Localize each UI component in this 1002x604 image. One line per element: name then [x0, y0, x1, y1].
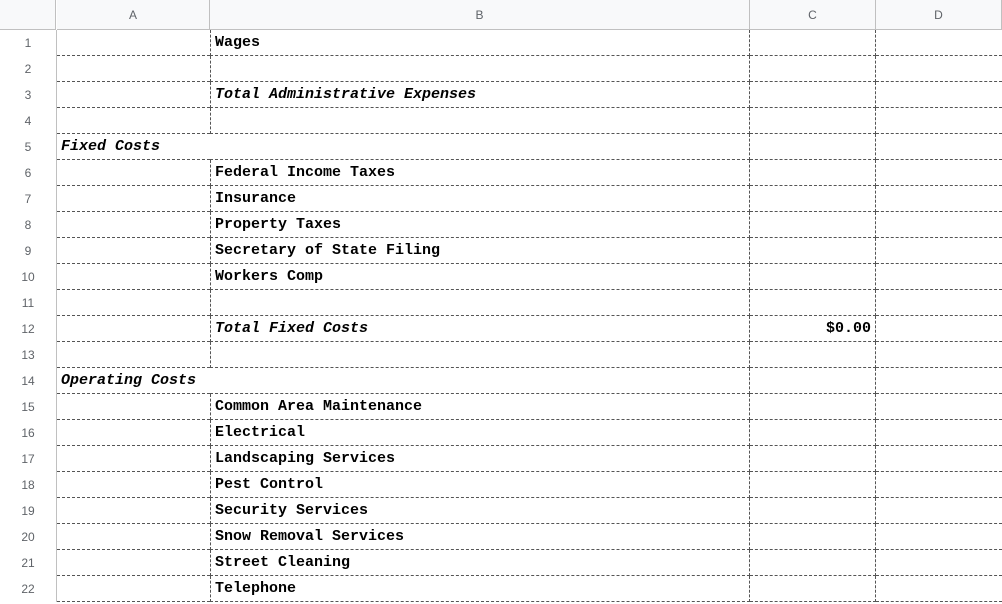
sheet-row — [57, 394, 1002, 420]
row-header[interactable]: 20 — [0, 524, 57, 550]
cell-d[interactable] — [876, 108, 1002, 134]
cell-d[interactable] — [876, 576, 1002, 602]
cell-c[interactable] — [750, 56, 876, 82]
cell-b[interactable] — [210, 108, 750, 134]
cell-b[interactable] — [210, 134, 750, 160]
cell-c[interactable] — [750, 472, 876, 498]
cell-d[interactable] — [876, 394, 1002, 420]
cell-c[interactable] — [750, 368, 876, 394]
row-header[interactable]: 11 — [0, 290, 57, 316]
cell-b[interactable] — [210, 342, 750, 368]
column-header-d[interactable]: D — [876, 0, 1002, 30]
cell-c[interactable] — [750, 524, 876, 550]
cell-c[interactable] — [750, 160, 876, 186]
cell-d[interactable] — [876, 472, 1002, 498]
cell-c[interactable] — [750, 550, 876, 576]
cell-d[interactable] — [876, 550, 1002, 576]
cell-b[interactable]: Total Fixed Costs — [210, 316, 750, 342]
sheet-row — [57, 524, 1002, 550]
row-header[interactable]: 6 — [0, 160, 57, 186]
sheet-row — [57, 446, 1002, 472]
cell-a[interactable] — [57, 290, 210, 316]
cell-c[interactable] — [750, 576, 876, 602]
sheet-row — [57, 316, 1002, 342]
row-header[interactable]: 9 — [0, 238, 57, 264]
row-header[interactable]: 21 — [0, 550, 57, 576]
cell-a[interactable] — [57, 56, 210, 82]
cell-b[interactable]: Secretary of State Filing — [210, 238, 750, 264]
cell-b[interactable]: Security Services — [210, 498, 750, 524]
cell-d[interactable] — [876, 316, 1002, 342]
cell-b[interactable]: Street Cleaning — [210, 550, 750, 576]
cell-c[interactable]: $0.00 — [750, 316, 876, 342]
cell-a[interactable] — [57, 368, 210, 394]
cell-a[interactable] — [57, 576, 210, 602]
cell-a[interactable] — [57, 498, 210, 524]
row-header[interactable]: 7 — [0, 186, 57, 212]
cell-b[interactable]: Total Administrative Expenses — [210, 82, 750, 108]
cell-a[interactable] — [57, 420, 210, 446]
sheet-row — [57, 134, 1002, 160]
cell-b[interactable] — [210, 56, 750, 82]
row-header[interactable]: 14 — [0, 368, 57, 394]
sheet-row — [57, 30, 1002, 56]
cell-a[interactable] — [57, 394, 210, 420]
cell-c[interactable] — [750, 212, 876, 238]
cell-c[interactable] — [750, 30, 876, 56]
cell-c[interactable] — [750, 108, 876, 134]
cell-a[interactable] — [57, 82, 210, 108]
cell-b[interactable]: Snow Removal Services — [210, 524, 750, 550]
row-headers — [0, 30, 57, 602]
cell-d[interactable] — [876, 56, 1002, 82]
column-headers — [57, 0, 1002, 30]
sheet-row — [57, 342, 1002, 368]
cell-c[interactable] — [750, 342, 876, 368]
row-header[interactable]: 13 — [0, 342, 57, 368]
cell-a-text: Fixed Costs — [61, 138, 161, 155]
cell-d[interactable] — [876, 420, 1002, 446]
row-header[interactable]: 15 — [0, 394, 57, 420]
cell-a[interactable] — [57, 108, 210, 134]
select-all-corner[interactable] — [0, 0, 56, 30]
cell-a[interactable] — [57, 160, 210, 186]
cell-b[interactable]: Property Taxes — [210, 212, 750, 238]
row-header[interactable]: 19 — [0, 498, 57, 524]
cell-b[interactable]: Landscaping Services — [210, 446, 750, 472]
cell-c[interactable] — [750, 446, 876, 472]
sheet-row — [57, 264, 1002, 290]
cell-a[interactable] — [57, 550, 210, 576]
cell-d[interactable] — [876, 342, 1002, 368]
cell-d[interactable] — [876, 368, 1002, 394]
cell-a[interactable] — [57, 472, 210, 498]
cell-a[interactable] — [57, 446, 210, 472]
cell-c[interactable] — [750, 498, 876, 524]
row-header[interactable]: 16 — [0, 420, 57, 446]
cell-d[interactable] — [876, 134, 1002, 160]
row-header[interactable]: 17 — [0, 446, 57, 472]
row-header[interactable]: 5 — [0, 134, 57, 160]
cell-d[interactable] — [876, 160, 1002, 186]
row-header[interactable]: 18 — [0, 472, 57, 498]
cell-d[interactable] — [876, 82, 1002, 108]
cell-c[interactable] — [750, 238, 876, 264]
cell-b[interactable]: Wages — [210, 30, 750, 56]
sheet-row — [57, 472, 1002, 498]
cell-d[interactable] — [876, 446, 1002, 472]
sheet-row — [57, 550, 1002, 576]
cell-b[interactable]: Electrical — [210, 420, 750, 446]
row-header[interactable]: 1 — [0, 30, 57, 56]
cell-c[interactable] — [750, 134, 876, 160]
cell-a-text: Operating Costs — [61, 372, 197, 389]
sheet-row — [57, 368, 1002, 394]
cell-b[interactable]: Workers Comp — [210, 264, 750, 290]
cell-a[interactable] — [57, 30, 210, 56]
cell-c[interactable] — [750, 186, 876, 212]
sheet-row — [57, 498, 1002, 524]
cell-a[interactable] — [57, 264, 210, 290]
cell-d[interactable] — [876, 264, 1002, 290]
cell-c[interactable] — [750, 394, 876, 420]
cell-d[interactable] — [876, 498, 1002, 524]
sheet-row — [57, 186, 1002, 212]
row-header[interactable]: 10 — [0, 264, 57, 290]
row-header[interactable]: 12 — [0, 316, 57, 342]
row-header[interactable]: 4 — [0, 108, 57, 134]
sheet-row — [57, 108, 1002, 134]
cell-b[interactable]: Pest Control — [210, 472, 750, 498]
cell-b[interactable] — [210, 290, 750, 316]
cell-a[interactable] — [57, 342, 210, 368]
cell-b[interactable]: Insurance — [210, 186, 750, 212]
cell-b[interactable]: Telephone — [210, 576, 750, 602]
cell-b[interactable]: Federal Income Taxes — [210, 160, 750, 186]
row-header[interactable]: 8 — [0, 212, 57, 238]
sheet-row — [57, 160, 1002, 186]
cell-c[interactable] — [750, 420, 876, 446]
row-header[interactable]: 2 — [0, 56, 57, 82]
cell-a[interactable] — [57, 316, 210, 342]
sheet-row — [57, 56, 1002, 82]
column-header-a[interactable]: A — [57, 0, 210, 30]
cell-a[interactable] — [57, 524, 210, 550]
cell-d[interactable] — [876, 290, 1002, 316]
column-header-b[interactable]: B — [210, 0, 750, 30]
row-header[interactable]: 22 — [0, 576, 57, 602]
cell-d[interactable] — [876, 30, 1002, 56]
cell-c[interactable] — [750, 290, 876, 316]
cell-grid — [57, 30, 1002, 602]
cell-d[interactable] — [876, 524, 1002, 550]
cell-d[interactable] — [876, 186, 1002, 212]
cell-a[interactable] — [57, 238, 210, 264]
cell-b[interactable] — [210, 368, 750, 394]
column-header-c[interactable]: C — [750, 0, 876, 30]
sheet-row — [57, 82, 1002, 108]
sheet-row — [57, 212, 1002, 238]
cell-a[interactable] — [57, 134, 210, 160]
cell-c[interactable] — [750, 264, 876, 290]
cell-d[interactable] — [876, 212, 1002, 238]
cell-c[interactable] — [750, 82, 876, 108]
cell-a[interactable] — [57, 186, 210, 212]
sheet-row — [57, 576, 1002, 602]
sheet-row — [57, 238, 1002, 264]
cell-d[interactable] — [876, 238, 1002, 264]
cell-b[interactable]: Common Area Maintenance — [210, 394, 750, 420]
sheet-row — [57, 420, 1002, 446]
sheet-row — [57, 290, 1002, 316]
row-header[interactable]: 3 — [0, 82, 57, 108]
cell-a[interactable] — [57, 212, 210, 238]
